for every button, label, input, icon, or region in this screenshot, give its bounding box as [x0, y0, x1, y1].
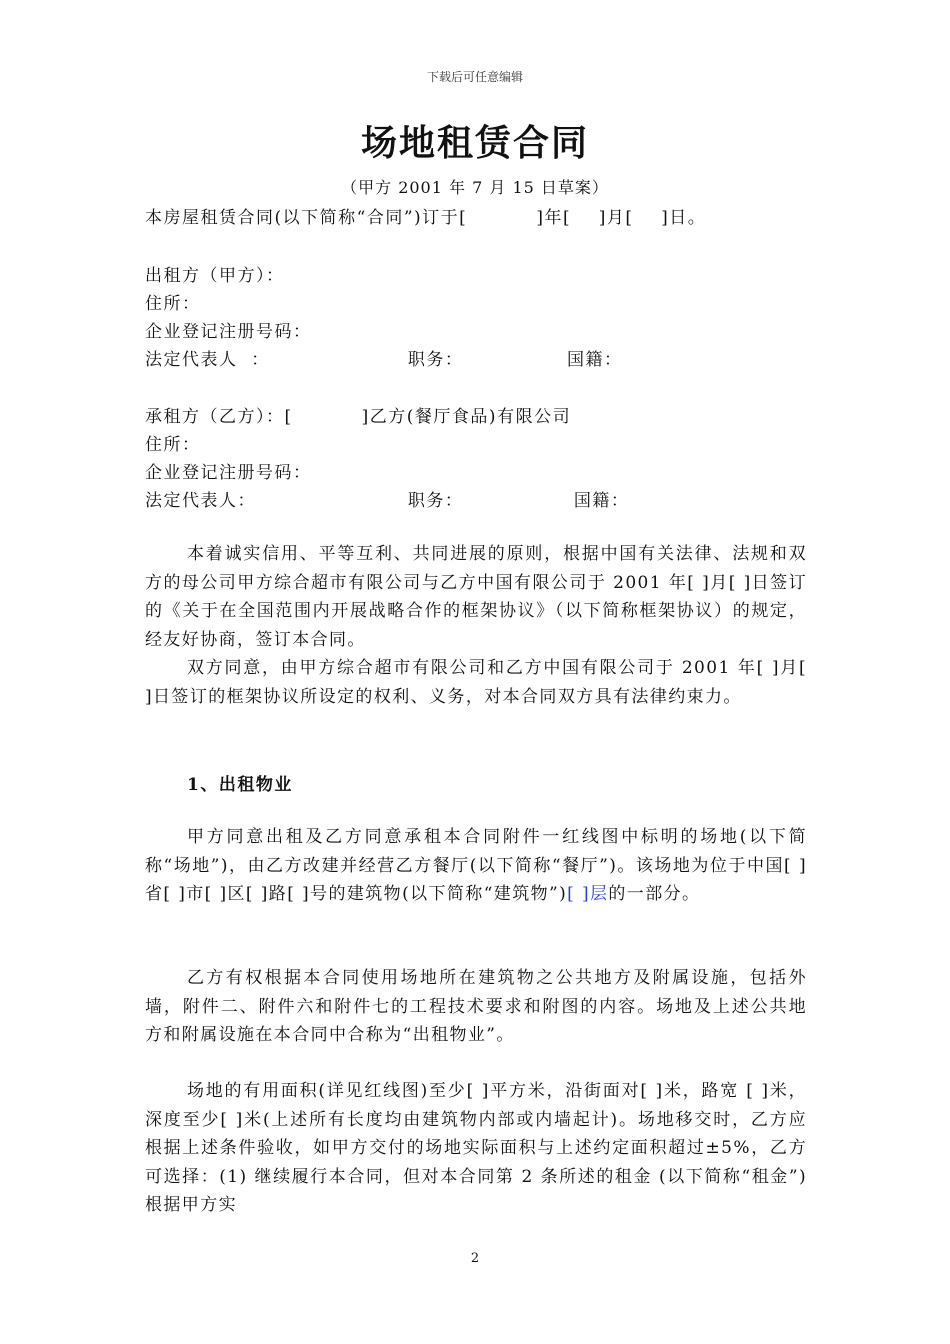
lessor-representative: 法定代表人 ： 职务： 国籍： — [145, 350, 623, 370]
lessor-registration: 企业登记注册号码： — [145, 322, 312, 342]
intro-line: 本房屋租赁合同(以下简称“合同”)订于[ ]年[ ]月[ ]日。 — [145, 208, 707, 228]
paragraph-area: 场地的有用面积(详见红线图)至少[ ]平方米，沿街面对[ ]米，路宽 [ ]米， 深度至少[ ]米(上述所有长度均由建筑物内部或内墙起计)。场地移交时，乙方应根据上述条件验收，如甲方交付的场地实际面积与上述约定面积超过±5%，乙方可选择：(1) 继续履行本合同，但对本合同第 2 条所述的租金 (以下简称“租金”)根据甲方实 — [145, 1081, 807, 1215]
lessor-label: 出租方（甲方）： — [145, 266, 285, 286]
premises-tail: 的一部分。 — [608, 884, 701, 904]
header-note: 下载后可任意编辑 — [426, 70, 523, 84]
paragraph-premises — [145, 823, 807, 909]
lessee-address: 住所： — [145, 435, 201, 455]
document-title: 场地租赁合同 — [360, 122, 589, 164]
page-number: 2 — [470, 1251, 480, 1266]
lessee-label: 承租方（乙方）：[ ]乙方(餐厅食品)有限公司 — [145, 407, 572, 427]
paragraph-agreement: 双方同意，由甲方综合超市有限公司和乙方中国有限公司于 2001 年[ ]月[ ]日签订的框架协议所设定的权利、义务，对本合同双方具有法律约束力。 — [145, 658, 807, 707]
premises-text: 甲方同意出租及乙方同意承租本合同附件一红线图中标明的场地(以下简称“场地”)，由乙方改建并经营乙方餐厅(以下简称“餐厅”)。该场地为位于中国[ ]省[ ]市[ ]区[ ]路[ ]号的建筑物(以下简称“建筑物”) — [145, 827, 807, 904]
paragraph-principles: 本着诚实信用、平等互利、共同进展的原则，根据中国有关法律、法规和双方的母公司甲方综合超市有限公司与乙方中国有限公司于 2001 年[ ]月[ ]日签订的《关于在全国范围内开展战略合作的框架协议》（以下简称框架协议）的规定，经友好协商，签订本合同。 — [145, 544, 807, 650]
lessor-address: 住所： — [145, 294, 201, 314]
floor-field: [ ]层 — [567, 884, 609, 904]
lessee-registration: 企业登记注册号码： — [145, 463, 312, 483]
lessee-representative: 法定代表人： 职务： 国籍： — [145, 491, 630, 511]
document-subtitle: （甲方 2001 年 7 月 15 日草案） — [341, 178, 609, 197]
paragraph-common-areas: 乙方有权根据本合同使用场地所在建筑物之公共地方及附属设施，包括外墙，附件二、附件六和附件七的工程技术要求和附图的内容。场地及上述公共地方和附属设施在本合同中合称为“出租物业”。 — [145, 968, 807, 1045]
section-heading-1: 1、出租物业 — [187, 775, 293, 795]
